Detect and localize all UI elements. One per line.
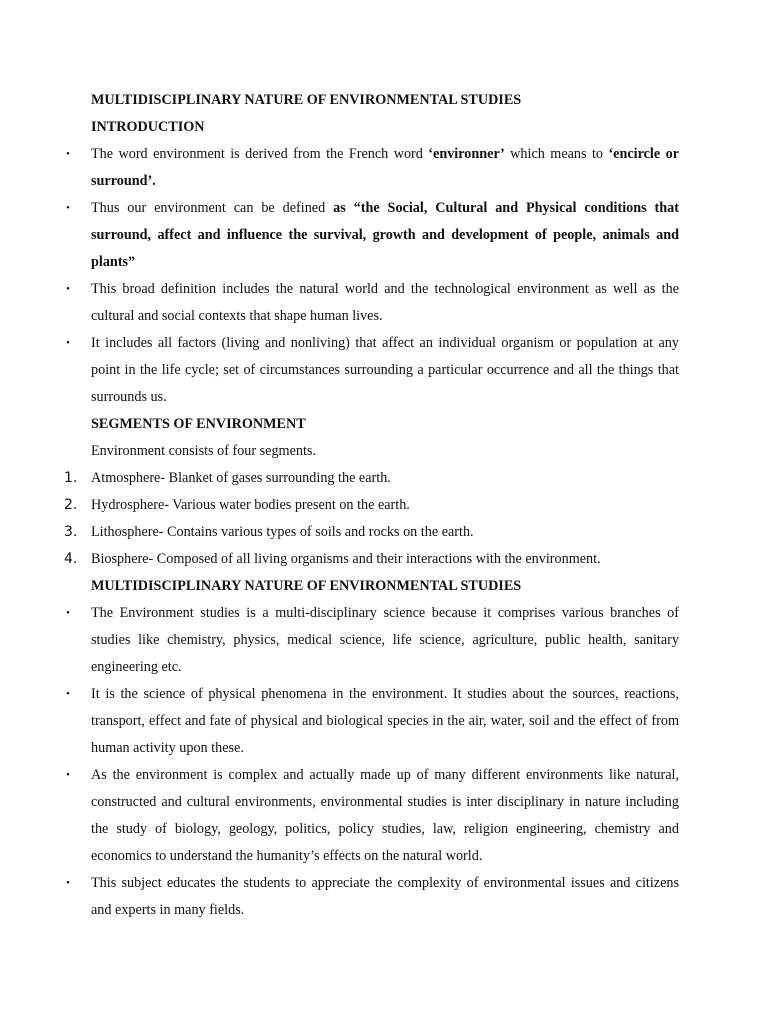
list-number: 1.: [64, 470, 78, 486]
section-heading-segments: SEGMENTS OF ENVIRONMENT: [91, 416, 306, 432]
list-number: 3.: [64, 524, 78, 540]
list-item-bold-text: ‘environner’: [428, 146, 505, 162]
document-page: [0, 87, 768, 924]
list-item-text: It includes all factors (living and nonliving) that affect an individual organism or population at any point in the life cycle; set of circumstances surrounding a particular occurrence and all the things that surrounds us.: [91, 335, 679, 405]
bullet-icon: •: [66, 148, 70, 160]
list-item-text: which means to: [504, 146, 609, 162]
bullet-icon: •: [66, 607, 70, 619]
list-item: [0, 870, 679, 924]
list-item: [0, 681, 679, 762]
list-item-text: This subject educates the students to appreciate the complexity of environmental issues and citizens and experts in many fields.: [91, 875, 679, 918]
list-item-text: It is the science of physical phenomena in the environment. It studies about the sources, reactions, transport, effect and fate of physical and biological species in the air, water, soil and the effect of from human activity upon these.: [91, 686, 679, 756]
list-item: [0, 492, 679, 519]
bullet-icon: •: [66, 202, 70, 214]
bullet-icon: •: [66, 283, 70, 295]
bullet-icon: •: [66, 877, 70, 889]
section-heading-introduction: INTRODUCTION: [91, 119, 205, 135]
list-item: [0, 546, 679, 573]
list-item-text: The Environment studies is a multi-disciplinary science because it comprises various branches of studies like chemistry, physics, medical science, life science, agriculture, public health, sanitary engineering etc.: [91, 605, 679, 675]
introduction-bullet-list: [0, 141, 768, 411]
list-item-text: As the environment is complex and actually made up of many different environments like natural, constructed and cultural environments, environmental studies is inter disciplinary in nature including the study of biology, geology, politics, policy studies, law, religion engineering, chemistry and economics to understand the humanity’s effects on the natural world.: [91, 767, 679, 864]
list-item: [0, 330, 679, 411]
bullet-icon: •: [66, 337, 70, 349]
list-item-text: Lithosphere- Contains various types of soils and rocks on the earth.: [91, 524, 474, 540]
bullet-icon: •: [66, 769, 70, 781]
list-item: [0, 276, 679, 330]
list-item-bold-text: ‘encircle or surround’.: [91, 146, 679, 189]
list-item-text: Atmosphere- Blanket of gases surrounding the earth.: [91, 470, 391, 486]
list-item: [0, 141, 679, 195]
list-item-bold-text: as “the Social, Cultural and Physical conditions that surround, affect and influence the survival, growth and development of people, animals and plants”: [91, 200, 679, 270]
list-number: 4.: [64, 551, 78, 567]
document-title: MULTIDISCIPLINARY NATURE OF ENVIRONMENTAL STUDIES: [91, 92, 522, 108]
list-item-text: Biosphere- Composed of all living organisms and their interactions with the environment.: [91, 551, 601, 567]
list-item: [0, 195, 679, 276]
multidisciplinary-bullet-list: [0, 600, 768, 924]
list-item-text: This broad definition includes the natural world and the technological environment as well as the cultural and social contexts that shape human lives.: [91, 281, 679, 324]
list-item-text: Thus our environment can be defined: [91, 200, 334, 216]
segments-intro-text: Environment consists of four segments.: [91, 443, 316, 459]
list-item: [0, 519, 679, 546]
list-item-text: The word environment is derived from the French word: [91, 146, 429, 162]
list-item: [0, 600, 679, 681]
list-item-text: Hydrosphere- Various water bodies present on the earth.: [91, 497, 410, 513]
bullet-icon: •: [66, 688, 70, 700]
list-item: [0, 762, 679, 870]
list-item: [0, 465, 679, 492]
list-number: 2.: [64, 497, 78, 513]
section-heading-multidisciplinary: MULTIDISCIPLINARY NATURE OF ENVIRONMENTAL STUDIES: [91, 578, 522, 594]
segments-numbered-list: [0, 465, 768, 573]
